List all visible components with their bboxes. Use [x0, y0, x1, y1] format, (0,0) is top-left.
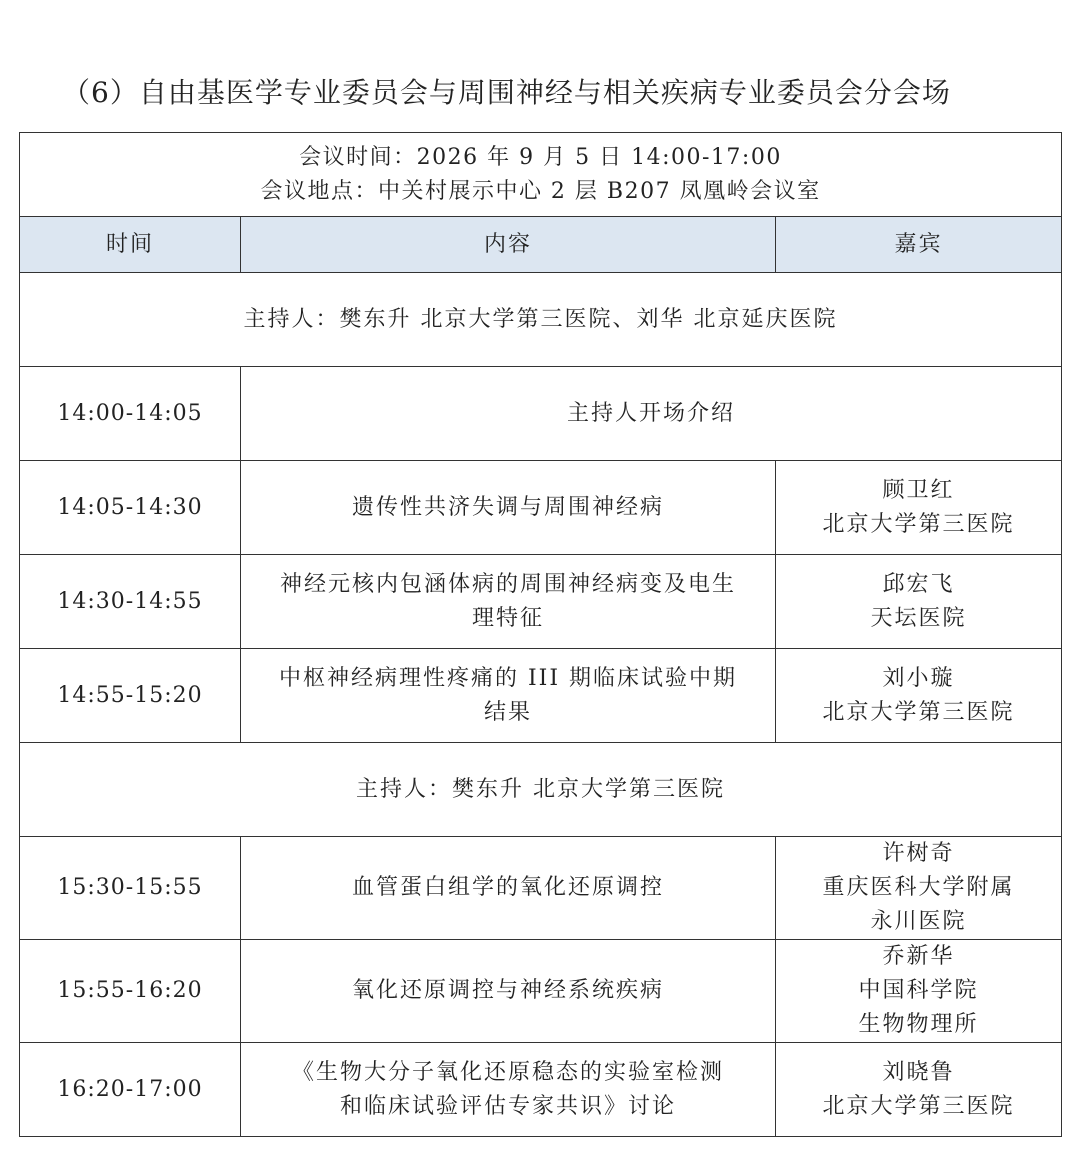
meeting-info-cell — [20, 133, 1062, 217]
session-content — [241, 555, 776, 649]
content-line: 《生物大分子氧化还原稳态的实验室检测 — [291, 1059, 724, 1085]
table-row — [20, 1043, 1062, 1137]
session-content — [241, 367, 1062, 461]
guest-line: 刘小璇 — [882, 665, 955, 691]
session-content — [241, 649, 776, 743]
content-line: 氧化还原调控与神经系统疾病 — [351, 978, 664, 1003]
session-guest — [776, 1043, 1062, 1137]
session-time: 14:55-15:20 — [20, 649, 241, 743]
guest-line: 乔新华 — [882, 944, 955, 969]
guest-line: 刘晓鲁 — [882, 1059, 955, 1085]
meeting-time: 会议时间：2026 年 9 月 5 日 14:00-17:00 — [299, 144, 782, 170]
session-guest — [776, 837, 1062, 940]
session-content — [241, 837, 776, 940]
session-content — [241, 1043, 776, 1137]
guest-line: 永川医院 — [870, 909, 967, 934]
session-content — [241, 461, 776, 555]
session-guest — [776, 649, 1062, 743]
table-row — [20, 461, 1062, 555]
session-time: 14:30-14:55 — [20, 555, 241, 649]
page-title: （6）自由基医学专业委员会与周围神经与相关疾病专业委员会分会场 — [62, 76, 951, 109]
session-time: 14:00-14:05 — [20, 367, 241, 461]
meeting-info-row — [20, 133, 1062, 217]
session-time: 15:30-15:55 — [20, 837, 241, 940]
table-row — [20, 837, 1062, 940]
content-line: 和临床试验评估专家共识》讨论 — [339, 1093, 676, 1119]
guest-line: 北京大学第三医院 — [822, 699, 1015, 725]
content-line: 理特征 — [471, 605, 544, 631]
content-line: 结果 — [483, 699, 532, 725]
content-line: 血管蛋白组学的氧化还原调控 — [351, 875, 664, 900]
table-row — [20, 555, 1062, 649]
guest-line: 顾卫红 — [882, 477, 955, 503]
guest-line: 生物物理所 — [858, 1012, 979, 1037]
guest-line: 许树奇 — [882, 841, 955, 866]
header-time: 时间 — [20, 217, 241, 273]
session-guest — [776, 555, 1062, 649]
table-row — [20, 649, 1062, 743]
host-row-first — [20, 273, 1062, 367]
guest-line: 邱宏飞 — [882, 571, 955, 597]
host-second: 主持人：樊东升 北京大学第三医院 — [20, 743, 1062, 837]
session-time: 15:55-16:20 — [20, 940, 241, 1043]
host-row-second — [20, 743, 1062, 837]
session-content — [241, 940, 776, 1043]
schedule-table — [19, 132, 1062, 1137]
session-guest — [776, 940, 1062, 1043]
content-line: 主持人开场介绍 — [567, 400, 736, 426]
session-time: 14:05-14:30 — [20, 461, 241, 555]
table-row — [20, 367, 1062, 461]
header-guest: 嘉宾 — [776, 217, 1062, 273]
table-header-row — [20, 217, 1062, 273]
header-content: 内容 — [241, 217, 776, 273]
content-line: 神经元核内包涵体病的周围神经病变及电生 — [279, 571, 736, 597]
guest-line: 北京大学第三医院 — [822, 1093, 1015, 1119]
content-line: 中枢神经病理性疼痛的 III 期临床试验中期 — [278, 665, 738, 691]
session-guest — [776, 461, 1062, 555]
meeting-place: 会议地点：中关村展示中心 2 层 B207 凤凰岭会议室 — [260, 178, 821, 204]
host-first: 主持人：樊东升 北京大学第三医院、刘华 北京延庆医院 — [20, 273, 1062, 367]
content-line: 遗传性共济失调与周围神经病 — [351, 494, 664, 520]
table-row — [20, 940, 1062, 1043]
session-time: 16:20-17:00 — [20, 1043, 241, 1137]
guest-line: 中国科学院 — [858, 978, 979, 1003]
guest-line: 天坛医院 — [870, 605, 967, 631]
guest-line: 北京大学第三医院 — [822, 511, 1015, 537]
guest-line: 重庆医科大学附属 — [822, 875, 1015, 900]
